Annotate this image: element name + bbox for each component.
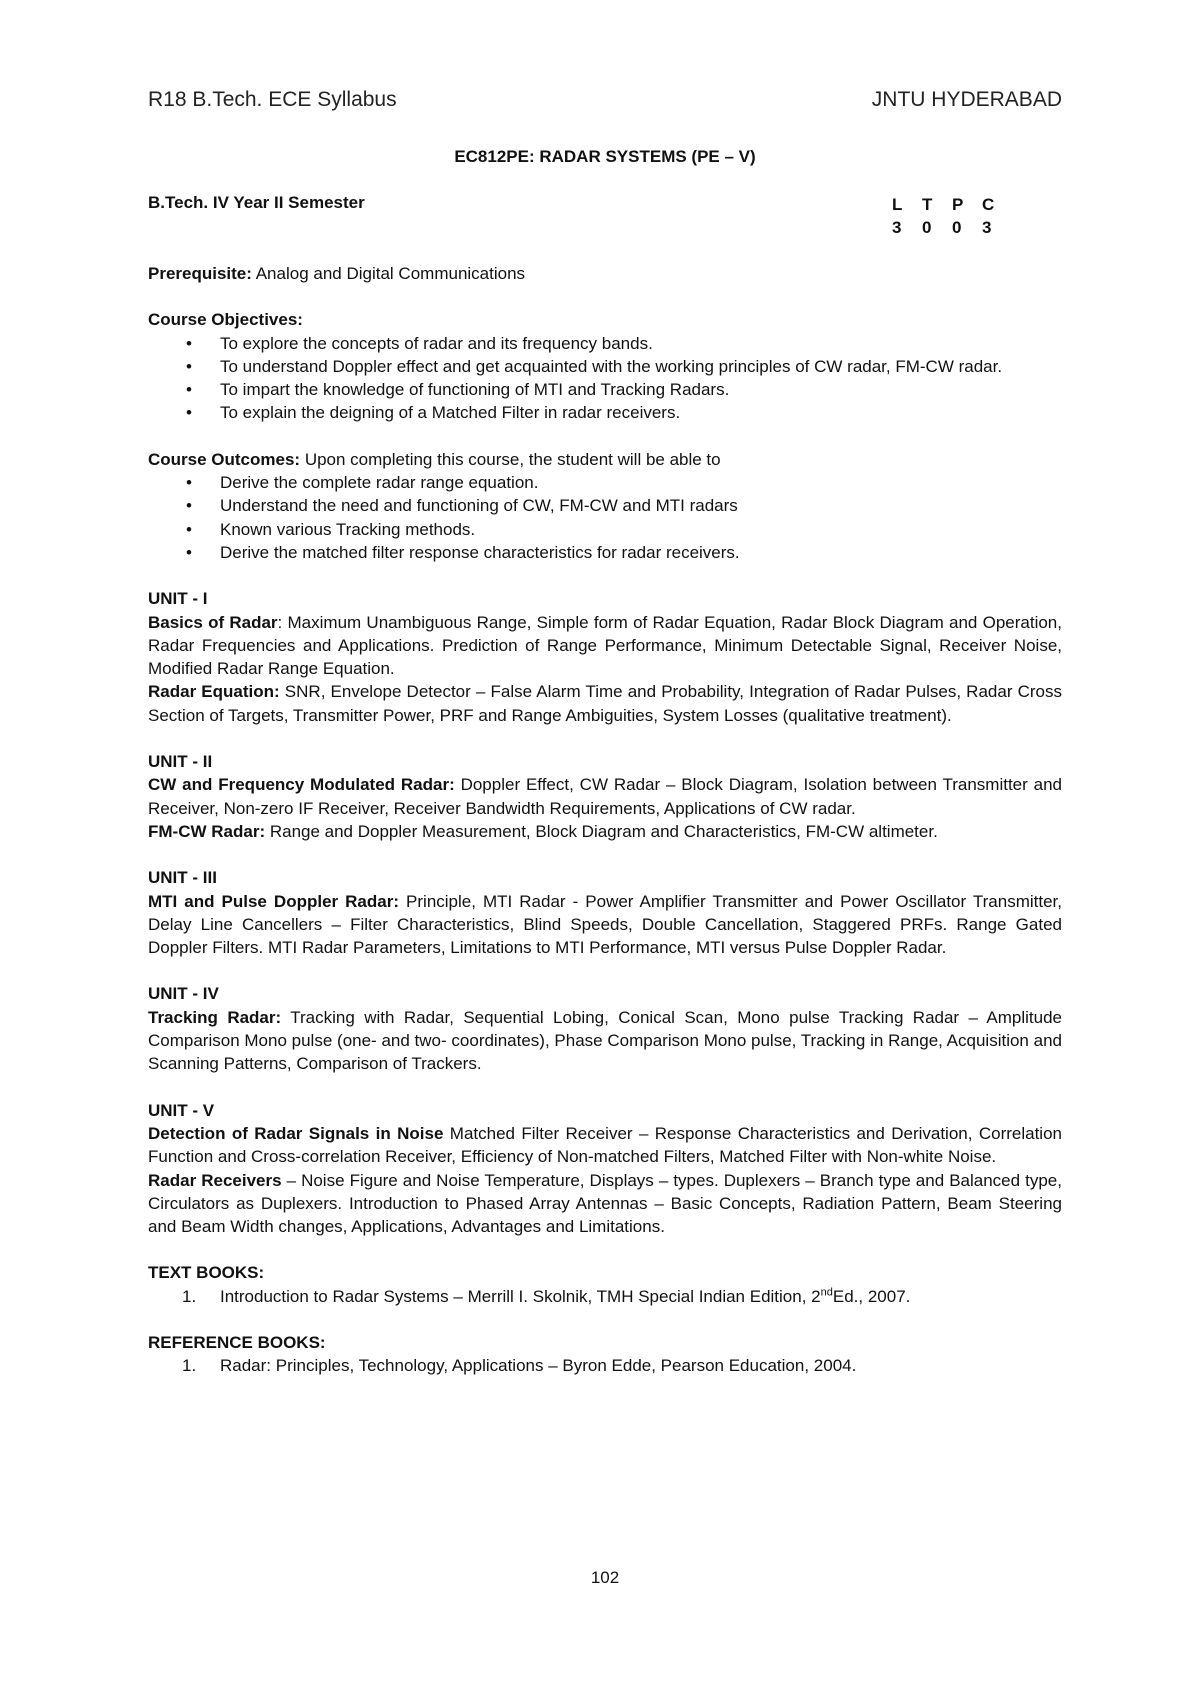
ltpc-labels [892,193,1012,216]
list-item [148,1354,1062,1377]
list-number: 1. [182,1286,197,1306]
topic-heading: Basics of Radar [148,612,278,632]
unit-title: UNIT - IV [148,984,219,1004]
objectives-list [148,332,1062,425]
unit-paragraph [148,1122,1062,1169]
text-books-heading: TEXT BOOKS: [148,1263,265,1283]
topic-text: Matched Filter Receiver – Response Characteristics and Derivation, Correlation Function and Cross-correlation Receiver, Efficiency of Non-matched Filters, Matched Filter with Non-white Noise. [148,1123,1062,1167]
topic-text: – Noise Figure and Noise Temperature, Displays – types. Duplexers – Branch type and Balanced type, Circulators as Duplexers. Introduction to Phased Array Antennas – Basic Concepts, Radiation Pattern, Beam Steering and Beam Width changes, Applications, Advantages and Limitations. [148,1170,1062,1237]
prerequisite-label: Prerequisite: [148,264,252,283]
course-title: EC812PE: RADAR SYSTEMS (PE – V) [454,147,756,166]
topic-heading: CW and Frequency Modulated Radar: [148,775,455,795]
list-item: • To understand Doppler effect and get acquainted with the working principles of CW radar, FM-CW radar. [148,355,1062,378]
ltpc-value: 3 [892,218,902,237]
text-books-list [148,1285,1062,1308]
topic-heading: Detection of Radar Signals in Noise [148,1123,444,1143]
ltpc-label: T [922,195,933,214]
book-text: Radar: Principles, Technology, Applications – Byron Edde, Pearson Education, 2004. [220,1356,857,1376]
unit-paragraph [148,1006,1062,1076]
semester-label: B.Tech. IV Year II Semester [148,193,365,212]
list-item: • Understand the need and functioning of CW, FM-CW and MTI radars [148,494,1062,517]
superscript: nd [820,1286,833,1299]
unit-paragraph [148,611,1062,681]
topic-heading: Radar Receivers [148,1170,282,1190]
outcomes-intro [148,448,1062,471]
prerequisite [148,262,1062,285]
unit-paragraph [148,773,1062,820]
topic-heading: Radar Equation: [148,682,280,702]
ltpc-label: C [982,195,995,214]
list-item: • To explore the concepts of radar and its frequency bands. [148,332,1062,355]
objectives-heading: Course Objectives: [148,310,303,330]
unit-paragraph [148,890,1062,960]
ltpc-value: 0 [952,218,962,237]
unit-title: UNIT - V [148,1100,215,1120]
topic-text: SNR, Envelope Detector – False Alarm Time and Probability, Integration of Radar Pulses, Radar Cross Section of Targets, Transmitter Power, PRF and Range Ambiguities, System Losses (qualitative treatment). [148,682,1062,725]
list-item: • To explain the deigning of a Matched Filter in radar receivers. [148,401,1062,424]
unit-paragraph [148,1169,1062,1239]
book-text: Introduction to Radar Systems – Merrill I. Skolnik, TMH Special Indian Edition, 2 [220,1286,821,1306]
list-item: • Derive the complete radar range equation. [148,471,1062,494]
unit-paragraph [148,820,1062,843]
unit-title: UNIT - III [148,868,217,888]
page-number: 102 [590,1568,620,1587]
outcomes-heading: Course Outcomes: [148,449,301,469]
topic-heading: MTI and Pulse Doppler Radar: [148,891,400,911]
ltpc-values [892,216,1012,239]
prerequisite-text: Analog and Digital Communications [251,264,526,283]
outcomes-intro-text: Upon completing this course, the student will be able to [300,449,721,469]
list-item [148,1285,1062,1308]
reference-books-list [148,1354,1062,1377]
topic-heading: Tracking Radar: [148,1007,282,1027]
topic-text: Doppler Effect, CW Radar – Block Diagram, Isolation between Transmitter and Receiver, Non-zero IF Receiver, Receiver Bandwidth Requirements, Applications of CW radar. [148,775,1063,818]
unit-paragraph [148,680,1062,727]
ltpc-value: 0 [922,218,932,237]
header-right: JNTU HYDERABAD [871,88,1062,111]
unit-title: UNIT - II [148,752,213,772]
book-tail: Ed., 2007. [832,1286,911,1306]
reference-books-heading: REFERENCE BOOKS: [148,1332,326,1352]
ltpc-label: P [952,195,964,214]
ltpc-table [892,193,1012,239]
ltpc-value: 3 [982,218,992,237]
list-number: 1. [182,1356,197,1376]
list-item: • Derive the matched filter response characteristics for radar receivers. [148,541,1062,564]
topic-text: Principle, MTI Radar - Power Amplifier Transmitter and Power Oscillator Transmitter, Delay Line Cancellers – Filter Characteristics, Blind Speeds, Double Cancellation, Staggered PRFs. Range Gated Doppler Filters. MTI Radar Parameters, Limitations to MTI Performance, MTI versus Pulse Doppler Radar. [148,891,1062,958]
topic-heading: FM-CW Radar: [148,821,266,841]
syllabus-content [148,262,1062,1378]
topic-text: Range and Doppler Measurement, Block Diagram and Characteristics, FM-CW altimeter. [265,821,938,841]
list-item: • Known various Tracking methods. [148,518,1062,541]
unit-title: UNIT - I [148,589,208,609]
ltpc-label: L [892,195,903,214]
topic-text: : Maximum Unambiguous Range, Simple form of Radar Equation, Radar Block Diagram and Operation, Radar Frequencies and Applications. Prediction of Range Performance, Minimum Detectable Signal, Receiver Noise, Modified Radar Range Equation. [148,612,1062,679]
topic-text: Tracking with Radar, Sequential Lobing, Conical Scan, Mono pulse Tracking Radar – Amplitude Comparison Mono pulse (one- and two- coordinates), Phase Comparison Mono pulse, Tracking in Range, Acquisition and Scanning Patterns, Comparison of Trackers. [148,1007,1062,1074]
list-item: • To impart the knowledge of functioning of MTI and Tracking Radars. [148,378,1062,401]
outcomes-list [148,471,1062,564]
header-left: R18 B.Tech. ECE Syllabus [148,88,397,111]
